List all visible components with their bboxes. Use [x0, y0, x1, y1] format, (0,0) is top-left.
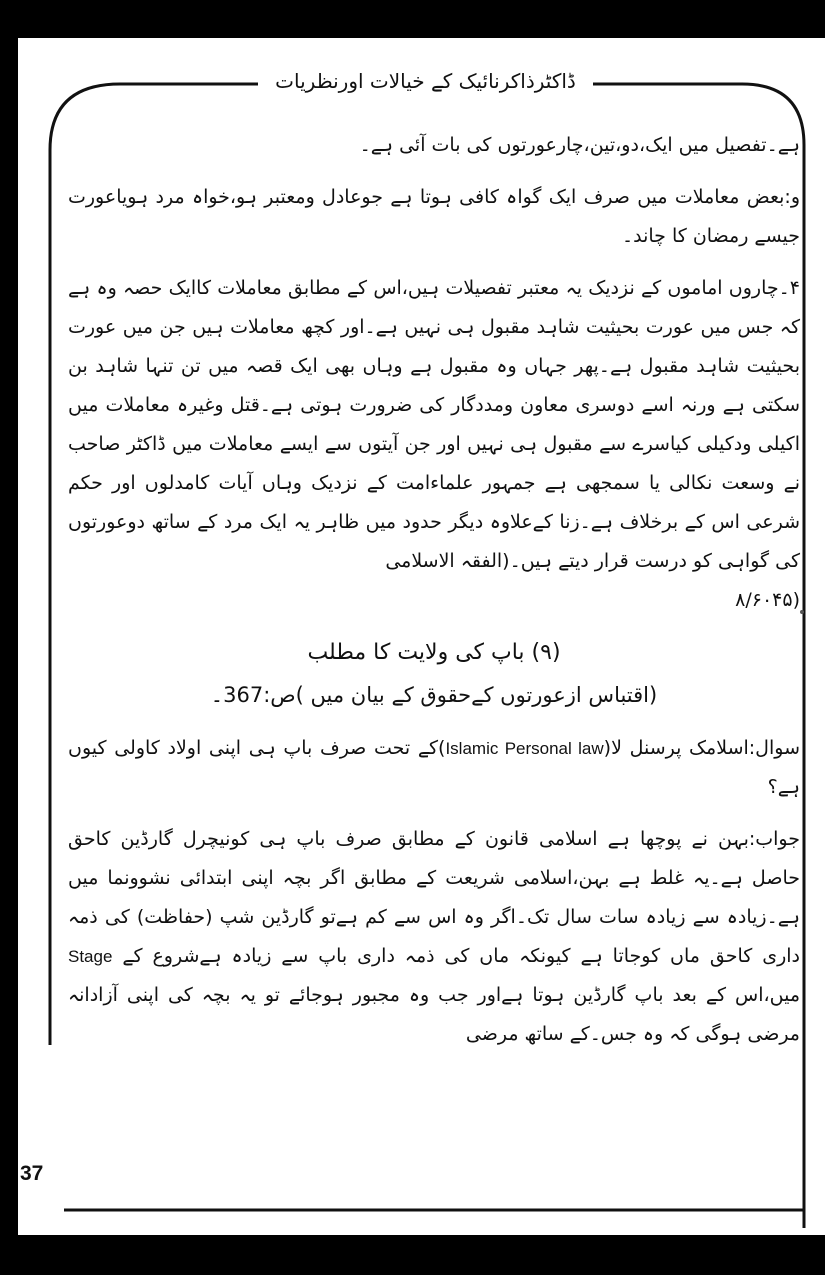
- section-heading: (۹) باپ کی ولایت کا مطلب: [307, 640, 561, 665]
- question-english-term: Islamic Personal law: [445, 739, 604, 758]
- answer-paragraph: [68, 820, 800, 1054]
- question-paragraph: [68, 729, 800, 807]
- paragraph-four-imams: ۴۔چاروں اماموں کے نزدیک یہ معتبر تفصیلات ہیں،اس کے مطابق معاملات کاایک حصہ وہ ہے کہ جس میں عورت بحیثیت شاہد مقبول ہی نہیں ہے۔اور کچھ معاملات ہیں جن میں عورت بحیثیت شاہد مقبول ہے۔پھر جہاں وہ مقبول ہے وہاں بھی ایک قصہ میں تن تنہا شاہد بن سکتی ہے ورنہ اسے دوسری معاون ومددگار کی ضرورت ہوتی ہے۔قتل وغیرہ معاملات میں اکیلی ودکیلی کیاسرے سے مقبول ہی نہیں اور جن آیتوں سے ایسے معاملات میں ڈاکٹر صاحب نے وسعت نکالی یا سمجھی ہے جمہور علماءامت کے نزدیک وہاں آیات کامدلوں اور حکم شرعی اس کے برخلاف ہے۔زنا کےعلاوہ دیگر حدود میں ظاہر یہ ایک مرد کے ساتھ دوعورتوں کی گواہی کو درست قرار دیتے ہیں۔(الفقہ الاسلامی: [68, 277, 800, 572]
- answer-english-term: Stage: [68, 947, 113, 966]
- section-subheading: (اقتباس ازعورتوں کےحقوق کے بیان میں )ص:367۔: [210, 683, 658, 707]
- question-prefix: سوال:اسلامک پرسنل لا(: [603, 737, 800, 759]
- scan-speck: [800, 610, 804, 614]
- paragraph-count-women: ہے۔تفصیل میں ایک،دو،تین،چارعورتوں کی بات آئی ہے۔: [359, 134, 800, 156]
- answer-part-1: جواب:بہن نے پوچھا ہے اسلامی قانون کے مطابق صرف باپ ہی کونیچرل گارڈین کاحق حاصل ہے۔یہ غلط ہے بہن،اسلامی شریعت کے مطابق اگر بچہ اپنی ابتدائی نشوونما میں ہے۔زیادہ سے زیادہ سات سال تک۔اگر وہ اس سے کم ہےتو گارڈین شپ (حفاظت) کی ذمہ داری کاحق ماں کوجاتا ہے کیونکہ ماں کی ذمہ داری باپ سے زیادہ ہےشروع کے: [68, 828, 801, 967]
- page-number: 37: [20, 1162, 60, 1190]
- question-suffix: )کے تحت صرف باپ ہی اپنی اولاد کاولی کیوں ہے؟: [68, 737, 800, 798]
- answer-part-2: میں،اس کے بعد باپ گارڈین ہوتا ہےاور جب وہ مجبور ہوجائے تو یہ بچہ کی اپنی آزادانہ مرضی ہوگی کہ وہ جس۔کے ساتھ مرضی: [68, 984, 800, 1045]
- page-body: [68, 126, 800, 1206]
- fiqh-reference: (۸/۶۰۴۵: [735, 589, 800, 611]
- paragraph-single-witness: و:بعض معاملات میں صرف ایک گواہ کافی ہوتا ہے جوعادل ومعتبر ہو،خواہ مرد ہویاعورت جیسے رمضان کا چاند۔: [68, 186, 800, 247]
- running-header: ڈاکٹرذاکرنائیک کے خیالات اورنظریات: [258, 64, 593, 98]
